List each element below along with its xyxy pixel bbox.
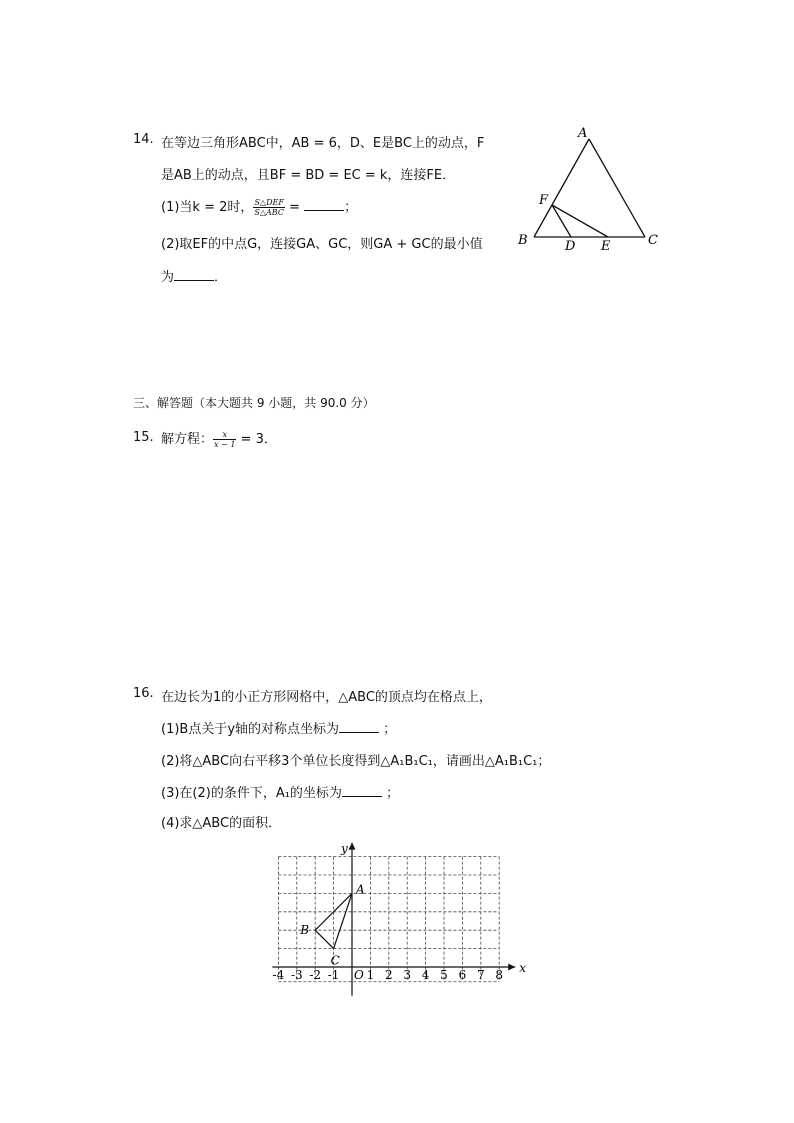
q14-part2-prefix: 为 [161, 270, 175, 285]
x-tick-label: -3 [290, 968, 303, 982]
q14-part1 [161, 196, 357, 217]
q14-part1-suffix: ； [344, 200, 358, 215]
y-axis-label: y [341, 841, 348, 856]
x-tick-label: 3 [403, 968, 412, 982]
q16-line1: 在边长为1的小正方形网格中，△ABC的顶点均在格点上， [161, 690, 492, 705]
vertex-label-a: A [356, 882, 365, 897]
equals-sign: = [289, 200, 300, 215]
q16-part1 [161, 718, 396, 737]
vertex-label-b: B [300, 923, 310, 938]
equation-fraction [213, 430, 236, 449]
fraction-denominator: x − 1 [214, 440, 236, 449]
fraction-denominator: S△ABC [254, 208, 284, 217]
q14-part2-suffix: ． [214, 270, 228, 285]
q15-prefix: 解方程： [161, 432, 214, 447]
q14-part1-prefix: (1)当k = 2时， [161, 200, 254, 215]
q14-line2: 是AB上的动点，且BF = BD = EC = k，连接FE． [161, 168, 456, 183]
q16-part3-prefix: (3)在(2)的条件下，A₁的坐标为 [161, 786, 342, 801]
segment-ac [589, 139, 645, 237]
q14-part2-line1: (2)取EF的中点G，连接GA、GC，则GA + GC的最小值 [161, 237, 483, 252]
y-axis-arrow [349, 843, 356, 850]
q16-part3 [161, 782, 399, 801]
q15-suffix: = 3． [240, 432, 277, 447]
x-tick-label: 2 [384, 968, 393, 982]
x-tick-label: 1 [366, 968, 375, 982]
fraction-numerator: S△DEF [254, 198, 284, 207]
segment-ab [534, 139, 589, 237]
q16-part3-suffix: ； [386, 786, 400, 801]
x-tick-label: 6 [458, 968, 467, 982]
x-tick-label: -2 [309, 968, 322, 982]
x-tick-label: -1 [327, 968, 340, 982]
area-ratio-fraction [253, 198, 285, 217]
answer-blank [304, 200, 344, 211]
q14-line1: 在等边三角形ABC中，AB = 6，D、E是BC上的动点，F [161, 136, 485, 151]
triangle-figure [510, 120, 670, 260]
question-number: 14. [133, 132, 154, 147]
coordinate-grid [260, 826, 530, 1008]
label-f: F [539, 193, 549, 208]
x-tick-label: -4 [272, 968, 285, 982]
q16-part1-suffix: ； [383, 722, 397, 737]
q15-equation [161, 428, 277, 449]
x-tick-label: 8 [495, 968, 504, 982]
answer-blank [174, 270, 214, 281]
answer-blank [339, 722, 379, 733]
question-number: 16. [133, 686, 154, 701]
answer-blank [342, 786, 382, 797]
x-axis-label: x [519, 961, 526, 975]
label-c: C [648, 233, 658, 248]
label-d: D [565, 239, 576, 254]
x-tick-label: 4 [421, 968, 430, 982]
vertex-label-c: C [330, 953, 340, 968]
question-number: 15. [133, 430, 154, 445]
origin-label: O [354, 968, 364, 982]
x-tick-label: 5 [440, 968, 448, 982]
q16-part4: (4)求△ABC的面积． [161, 816, 282, 831]
x-tick-label: 7 [476, 968, 485, 982]
fraction-numerator: x [213, 430, 236, 440]
section-title: 三、解答题（本大题共 9 小题，共 90.0 分） [133, 396, 375, 410]
q14-part2-line2 [161, 266, 227, 285]
q16-part1-prefix: (1)B点关于y轴的对称点坐标为 [161, 722, 340, 737]
label-e: E [601, 239, 611, 254]
segment-fe [552, 205, 608, 237]
q16-part2: (2)将△ABC向右平移3个单位长度得到△A₁B₁C₁，请画出△A₁B₁C₁； [161, 754, 551, 769]
label-b: B [518, 233, 528, 248]
x-axis-arrow [508, 964, 515, 971]
label-a: A [578, 126, 588, 141]
